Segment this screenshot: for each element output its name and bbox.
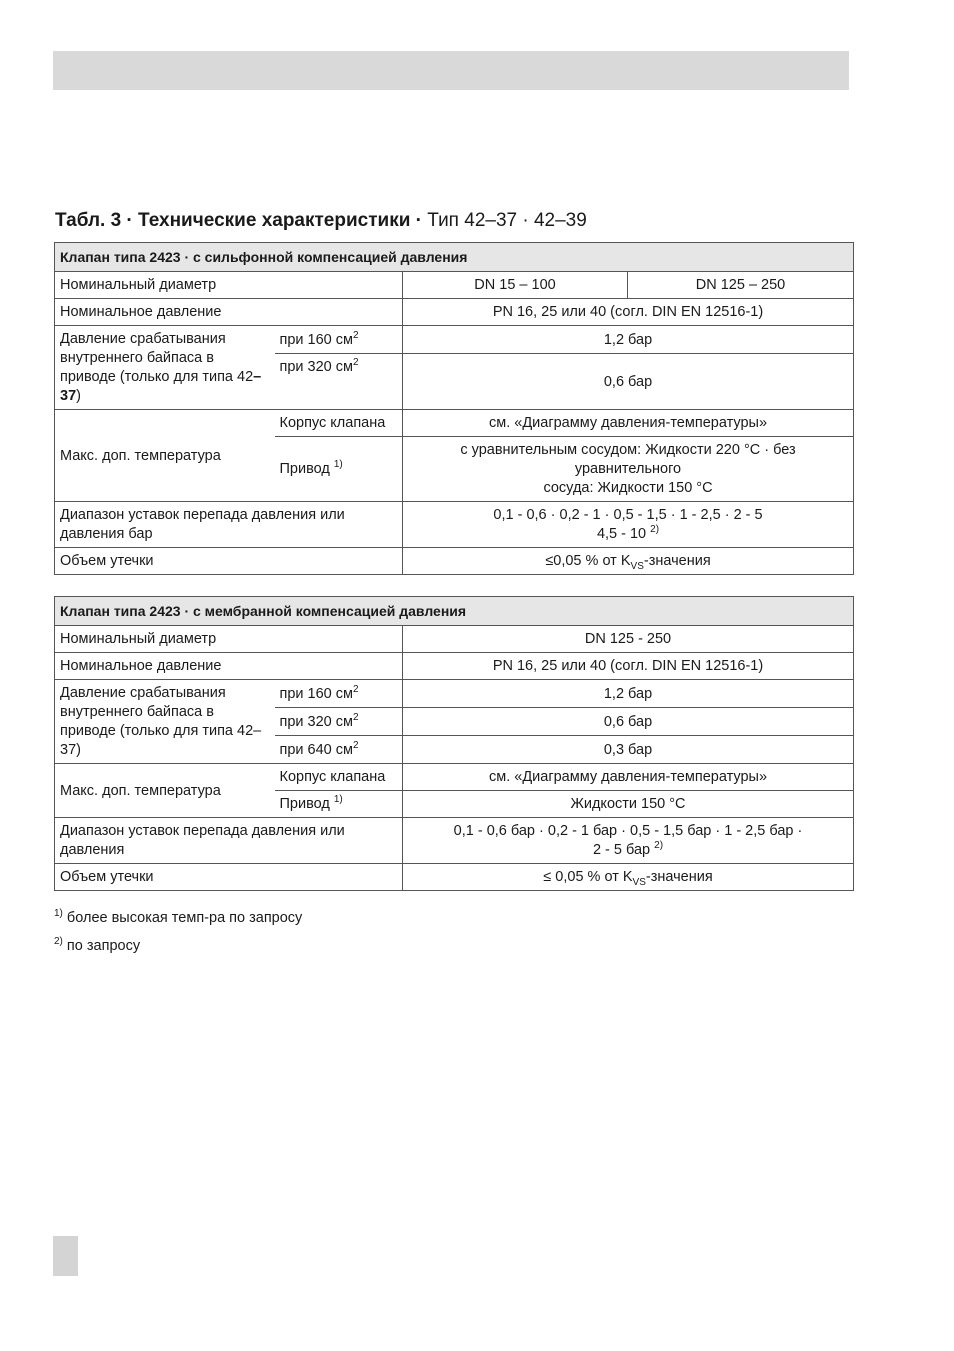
temp-sub-actuator: Привод $^{1)}$: [275, 437, 403, 502]
cell-bypass-160: 1,2 бар: [403, 680, 854, 708]
bypass-sub-160: при 160 $см^2$: [275, 680, 403, 708]
bypass-sub-640: при 640 $см^2$: [275, 736, 403, 764]
row-label-range: Диапазон уставок перепада давления или давления: [55, 818, 403, 864]
cell-temp-body: см. «Диаграмму давления-температуры»: [403, 764, 854, 791]
cell-nominal-pressure: PN 16, 25 или 40 (согл. DIN EN 12516-1): [403, 299, 854, 326]
cell-bypass-160: 1,2 бар: [403, 326, 854, 354]
spec-table-diaphragm: [54, 596, 854, 891]
table-heading: Клапан типа 2423 · с мембранной компенсацией давления: [55, 597, 854, 626]
row-label-range: Диапазон уставок перепада давления или давления бар: [55, 502, 403, 548]
bypass-sub-320: при 320 $см^2$: [275, 354, 403, 410]
header-bar: [53, 51, 849, 90]
cell-dn-large: DN 125 – 250: [628, 272, 854, 299]
cell-bypass-320: 0,6 бар: [403, 708, 854, 736]
row-label-temperature: Макс. доп. температура: [55, 764, 275, 818]
row-label-leakage: Объем утечки: [55, 864, 403, 891]
cell-bypass-320: 0,6 бар: [403, 354, 854, 410]
row-label-nominal-pressure: Номинальное давление: [55, 299, 403, 326]
footnote-2: $^{2)}$ по запросу: [54, 936, 141, 954]
cell-nominal-pressure: PN 16, 25 или 40 (согл. DIN EN 12516-1): [403, 653, 854, 680]
cell-leakage: ≤ 0,05 % от $K_{VS}$-значения: [403, 864, 854, 891]
cell-temp-body: см. «Диаграмму давления-температуры»: [403, 410, 854, 437]
row-label-nominal-diameter: Номинальный диаметр: [55, 272, 403, 299]
temp-sub-body: Корпус клапана: [275, 410, 403, 437]
cell-dn: DN 125 - 250: [403, 626, 854, 653]
row-label-bypass: Давление срабатывания внутреннего байпаса в приводе (только для типа 42–37): [55, 680, 275, 764]
cell-temp-actuator: Жидкости 150 °C: [403, 791, 854, 818]
cell-temp-actuator: с уравнительным сосудом: Жидкости 220 °C · без уравнительного сосуда: Жидкости 150 °C: [403, 437, 854, 502]
bypass-sub-320: при 320 $см^2$: [275, 708, 403, 736]
cell-bypass-640: 0,3 бар: [403, 736, 854, 764]
bypass-sub-160: при 160 $см^2$: [275, 326, 403, 354]
row-label-temperature: Макс. доп. температура: [55, 410, 275, 502]
cell-dn-small: DN 15 – 100: [403, 272, 628, 299]
page-number-tab: [53, 1236, 78, 1276]
cell-range: 0,1 - 0,6 · 0,2 - 1 · 0,5 - 1,5 · 1 - 2,5 · 2 - 5 4,5 - 10 $^{2)}$: [403, 502, 854, 548]
row-label-nominal-pressure: Номинальное давление: [55, 653, 403, 680]
title-normal: Тип 42–37 · 42–39: [422, 210, 587, 231]
temp-sub-body: Корпус клапана: [275, 764, 403, 791]
footnote-1: $^{1)}$ более высокая темп-ра по запросу: [54, 908, 303, 926]
title-bold: Табл. 3 · Технические характеристики ·: [55, 210, 423, 231]
row-label-leakage: Объем утечки: [55, 548, 403, 575]
table-title: [55, 210, 587, 232]
cell-leakage: ≤0,05 % от $K_{VS}$-значения: [403, 548, 854, 575]
cell-range: 0,1 - 0,6 бар · 0,2 - 1 бар · 0,5 - 1,5 бар · 1 - 2,5 бар · 2 - 5 бар $^{2)}$: [403, 818, 854, 864]
row-label-nominal-diameter: Номинальный диаметр: [55, 626, 403, 653]
table-heading: Клапан типа 2423 · с сильфонной компенсацией давления: [55, 243, 854, 272]
row-label-bypass: Давление срабатывания внутреннего байпаса в приводе (только для типа 42–37): [55, 326, 275, 410]
spec-table-bellows: [54, 242, 854, 575]
temp-sub-actuator: Привод $^{1)}$: [275, 791, 403, 818]
